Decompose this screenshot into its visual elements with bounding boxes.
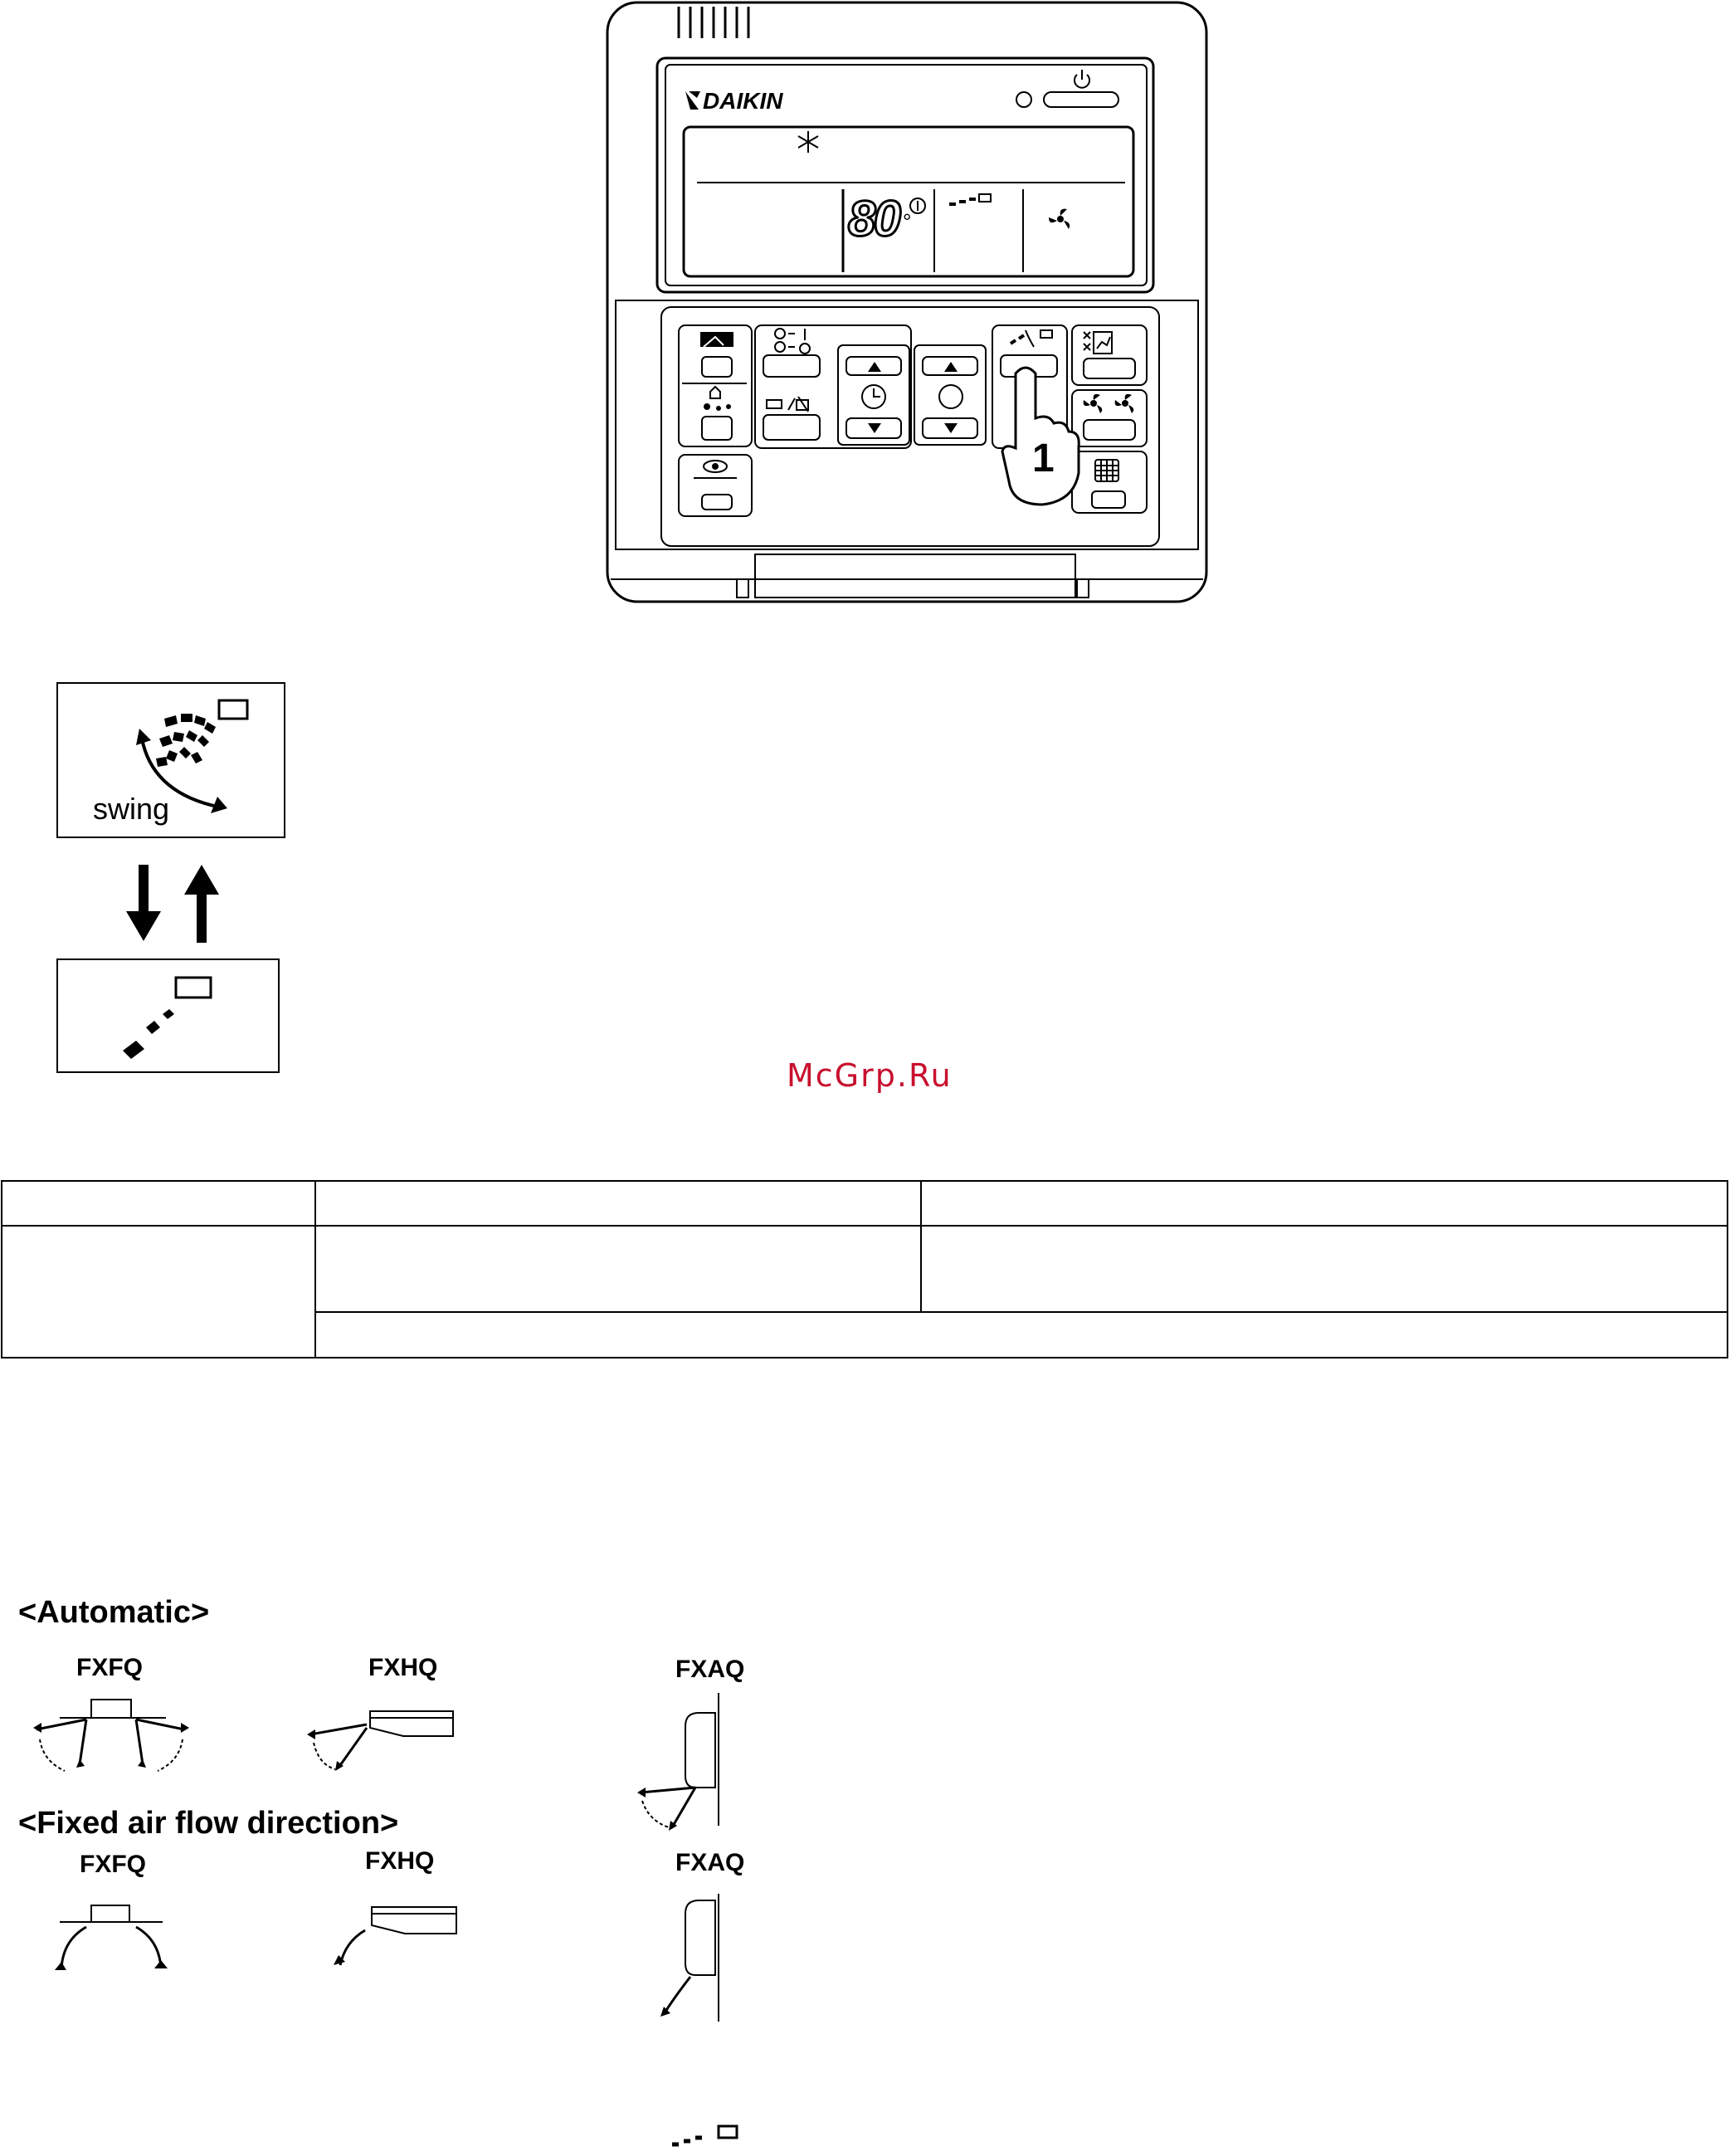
table-cell [2, 1181, 315, 1226]
power-icon [1075, 70, 1089, 88]
airflow-button-icon [1011, 330, 1052, 347]
table-cell [315, 1226, 921, 1312]
airflow-mode-diagram [0, 664, 332, 1095]
model-label-fxaq: FXAQ [675, 1656, 745, 1683]
step-callout-number: 1 [1032, 437, 1055, 480]
table-cell [921, 1181, 1728, 1226]
brand-logo-text: DAIKIN [703, 88, 783, 114]
automatic-heading: <Automatic> [18, 1595, 210, 1630]
swing-label: swing [93, 792, 170, 826]
fan-icon [1049, 209, 1070, 229]
table-cell [2, 1226, 315, 1358]
operation-mode-icon [700, 332, 733, 347]
timer-icon [775, 329, 810, 354]
thermometer-icon [910, 198, 925, 213]
set-temperature: 80 [848, 191, 901, 246]
daikin-logo [685, 91, 700, 110]
snowflake-icon [798, 131, 818, 153]
timer-cancel-icon [767, 397, 808, 412]
table-cell [315, 1312, 1728, 1358]
model-label-fxfq-fixed: FXFQ [80, 1851, 146, 1878]
filter-grid-icon [1095, 460, 1118, 481]
model-label-fxaq-fixed: FXAQ [675, 1849, 745, 1876]
watermark-text: McGrp.Ru [787, 1057, 953, 1094]
model-label-fxhq-fixed: FXHQ [365, 1847, 435, 1875]
airflow-direction-icon [949, 194, 991, 204]
toggle-arrows-icon [126, 865, 219, 943]
ventilation-fan-icon [1084, 394, 1134, 413]
remote-controller [0, 0, 1730, 614]
fixed-direction-symbol [672, 2126, 737, 2144]
table-cell [921, 1226, 1728, 1312]
info-table [1, 1180, 1728, 1358]
fan-speed-icon [704, 387, 731, 411]
model-label-fxfq: FXFQ [76, 1654, 143, 1681]
inspection-eye-icon [694, 461, 737, 478]
degree-sign: ° [903, 209, 912, 234]
fixed-airflow-illustrations [0, 1884, 747, 2156]
model-label-fxhq: FXHQ [368, 1654, 438, 1681]
fixed-airflow-heading: <Fixed air flow direction> [18, 1806, 399, 1841]
ventilation-mode-icon [1084, 332, 1112, 354]
table-cell [315, 1181, 921, 1226]
